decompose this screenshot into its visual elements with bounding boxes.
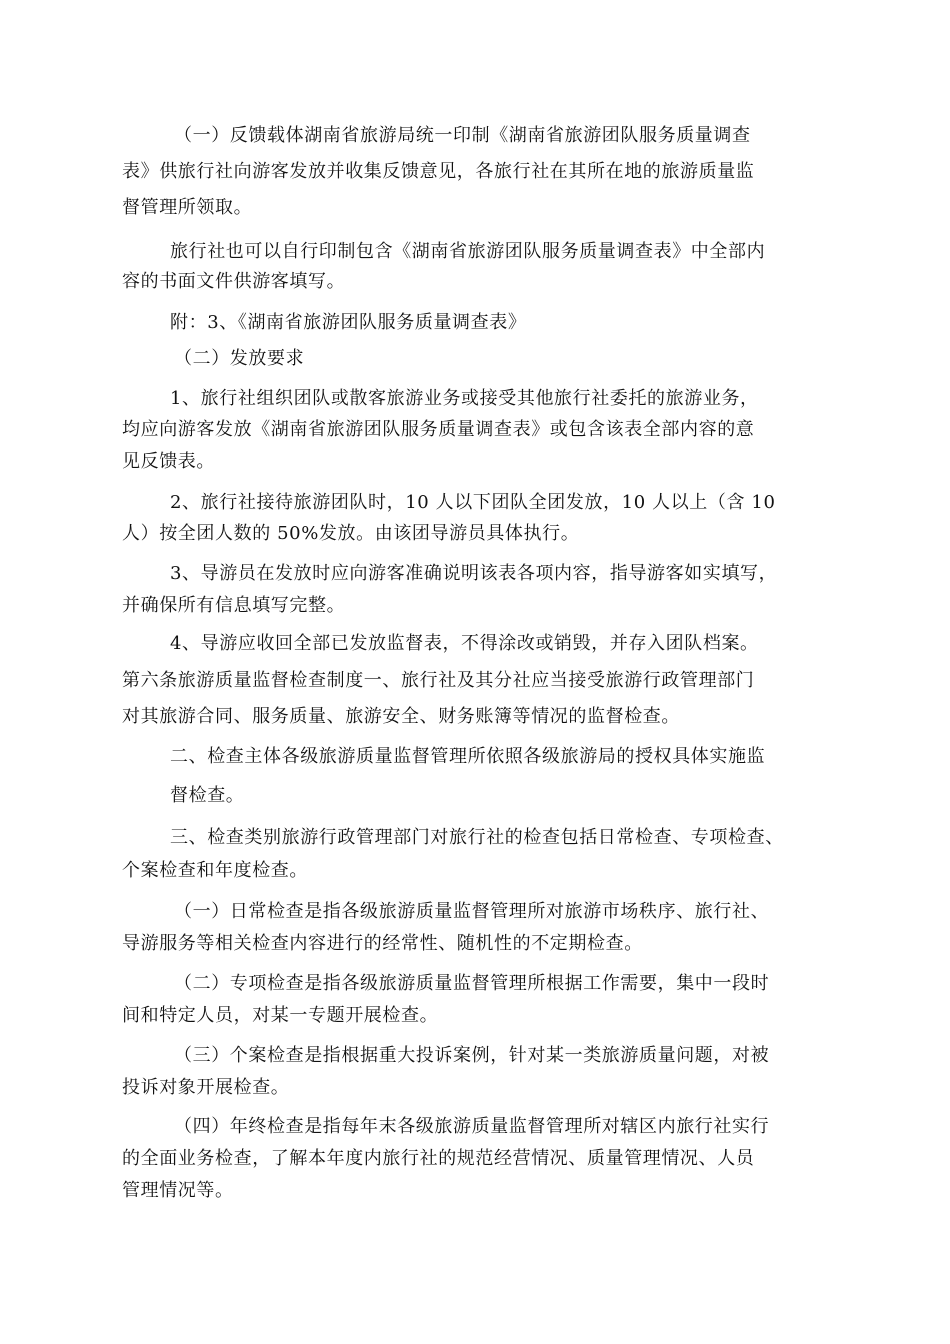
text-line: 投诉对象开展检查。 — [122, 1077, 290, 1098]
text-line: （一）日常检查是指各级旅游质量监督管理所对旅游市场秩序、旅行社、 — [174, 901, 770, 922]
text-line: （二）专项检查是指各级旅游质量监督管理所根据工作需要，集中一段时 — [174, 973, 770, 994]
text-line: 人）按全团人数的 50%发放。由该团导游员具体执行。 — [122, 523, 580, 544]
text-line: 并确保所有信息填写完整。 — [122, 595, 346, 616]
text-line: 对其旅游合同、服务质量、旅游安全、财务账簿等情况的监督检查。 — [122, 706, 680, 727]
text-line: 二、检查主体各级旅游质量监督管理所依照各级旅游局的授权具体实施监 — [170, 746, 766, 767]
text-line: （二）发放要求 — [174, 348, 305, 369]
text-line: 导游服务等相关检查内容进行的经常性、随机性的不定期检查。 — [122, 933, 643, 954]
text-line: 附：3、《湖南省旅游团队服务质量调查表》 — [170, 312, 527, 333]
text-line: 2、旅行社接待旅游团队时，10 人以下团队全团发放，10 人以上（含 10 — [170, 492, 776, 513]
text-line: （四）年终检查是指每年末各级旅游质量监督管理所对辖区内旅行社实行 — [174, 1116, 770, 1137]
text-line: （三）个案检查是指根据重大投诉案例，针对某一类旅游质量问题，对被 — [174, 1045, 770, 1066]
text-line: 表》供旅行社向游客发放并收集反馈意见，各旅行社在其所在地的旅游质量监 — [122, 161, 755, 182]
text-line: 三、检查类别旅游行政管理部门对旅行社的检查包括日常检查、专项检查、 — [170, 827, 784, 848]
text-line: 间和特定人员，对某一专题开展检查。 — [122, 1005, 439, 1026]
text-line: 督检查。 — [170, 785, 245, 806]
text-line: 旅行社也可以自行印制包含《湖南省旅游团队服务质量调查表》中全部内 — [170, 241, 766, 262]
text-line: 个案检查和年度检查。 — [122, 860, 308, 881]
text-line: 容的书面文件供游客填写。 — [122, 271, 346, 292]
text-line: 督管理所领取。 — [122, 197, 253, 218]
text-line: 的全面业务检查，了解本年度内旅行社的规范经营情况、质量管理情况、人员 — [122, 1148, 755, 1169]
text-line: 4、导游应收回全部已发放监督表，不得涂改或销毁，并存入团队档案。 — [170, 633, 759, 654]
text-line: 见反馈表。 — [122, 451, 215, 472]
text-line: 均应向游客发放《湖南省旅游团队服务质量调查表》或包含该表全部内容的意 — [122, 419, 755, 440]
text-line: 第六条旅游质量监督检查制度一、旅行社及其分社应当接受旅游行政管理部门 — [122, 670, 755, 691]
text-line: 管理情况等。 — [122, 1180, 234, 1201]
text-line: （一）反馈载体湖南省旅游局统一印制《湖南省旅游团队服务质量调查 — [174, 125, 751, 146]
text-line: 1、旅行社组织团队或散客旅游业务或接受其他旅行社委托的旅游业务， — [170, 388, 759, 409]
text-line: 3、导游员在发放时应向游客准确说明该表各项内容，指导游客如实填写， — [170, 563, 778, 584]
